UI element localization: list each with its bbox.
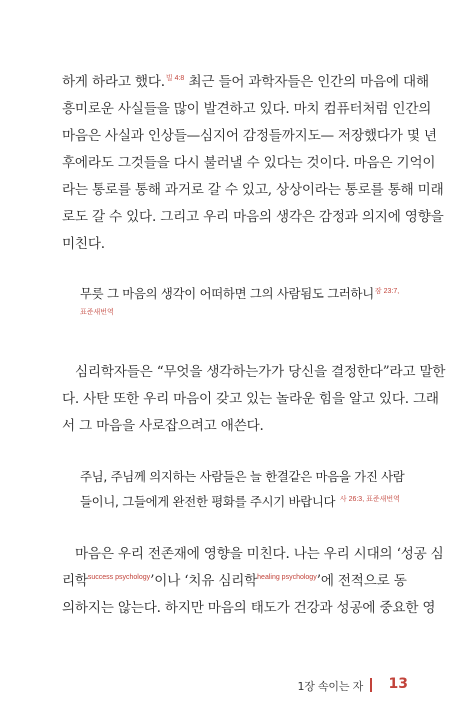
paragraph-2-line-3: 서 그 마음을 사로잡으려고 애쓴다. (62, 418, 264, 434)
text-run: 최근 들어 과학자들은 인간의 마음에 대해 (184, 74, 429, 90)
text-run: 하게 하라고 했다. (62, 74, 165, 90)
text-run: 리학 (62, 573, 88, 589)
paragraph-2 (62, 359, 446, 440)
paragraph-2-line-2: 다. 사탄 또한 우리 마음이 갖고 있는 놀라운 힘을 알고 있다. 그래 (62, 391, 439, 407)
scripture-reference: 잠 23:7, (374, 288, 400, 295)
text-run: ’이나 ‘치유 심리학 (150, 573, 258, 589)
paragraph-3 (62, 541, 444, 622)
paragraph-1-line-3: 마음은 사실과 인상들—심지어 감정들까지도— 저장했다가 몇 년 (62, 128, 437, 144)
english-term: success psychology (87, 574, 151, 581)
scripture-reference: 빌 4:8 (165, 75, 185, 82)
english-term: healing psychology (257, 574, 317, 581)
paragraph-3-line-2 (62, 568, 412, 595)
paragraph-1-line-5: 라는 통로를 통해 과거로 갈 수 있고, 상상이라는 통로를 통해 미래 (62, 182, 444, 198)
paragraph-1-line-4: 후에라도 그것들을 다시 불러낼 수 있다는 것이다. 마음은 기억이 (62, 155, 436, 171)
scripture-quote-2 (80, 464, 410, 514)
scripture-quote-1 (80, 281, 410, 320)
page-footer (0, 676, 408, 694)
scripture-quote-2-line-1: 주님, 주님께 의지하는 사람들은 늘 한결같은 마음을 가진 사람 (80, 469, 405, 484)
chapter-title: 1장 속이는 자 (297, 680, 363, 693)
quote-text: 들이니, 그들에게 완전한 평화를 주시기 바랍니다 (80, 494, 336, 509)
scripture-quote-1-line (80, 281, 410, 306)
page-number: 13 (388, 676, 408, 692)
scripture-quote-2-line-2 (80, 489, 410, 514)
paragraph-1-line-1 (62, 69, 429, 96)
paragraph-1-line-7: 미친다. (62, 236, 105, 252)
scripture-reference: 사 26:3, 표준새번역 (339, 496, 400, 503)
paragraph-1-line-2: 흥미로운 사실들을 많이 발견하고 있다. 마치 컴퓨터처럼 인간의 (62, 101, 432, 117)
translation-note: 표준새번역 (80, 309, 114, 316)
paragraph-1 (62, 69, 444, 258)
footer-separator (370, 678, 372, 692)
paragraph-3-line-1: 마음은 우리 전존재에 영향을 미친다. 나는 우리 시대의 ‘성공 심 (75, 546, 444, 562)
quote-text: 무릇 그 마음의 생각이 어떠하면 그의 사람됨도 그러하니 (80, 286, 374, 301)
paragraph-3-line-3: 의하지는 않는다. 하지만 마음의 태도가 건강과 성공에 중요한 영 (62, 600, 436, 616)
paragraph-2-line-1: 심리학자들은 “무엇을 생각하는가가 당신을 결정한다”라고 말한 (75, 364, 446, 380)
text-run: ’에 전적으로 동 (316, 573, 407, 589)
paragraph-1-line-6: 로도 갈 수 있다. 그리고 우리 마음의 생각은 감정과 의지에 영향을 (62, 209, 444, 225)
